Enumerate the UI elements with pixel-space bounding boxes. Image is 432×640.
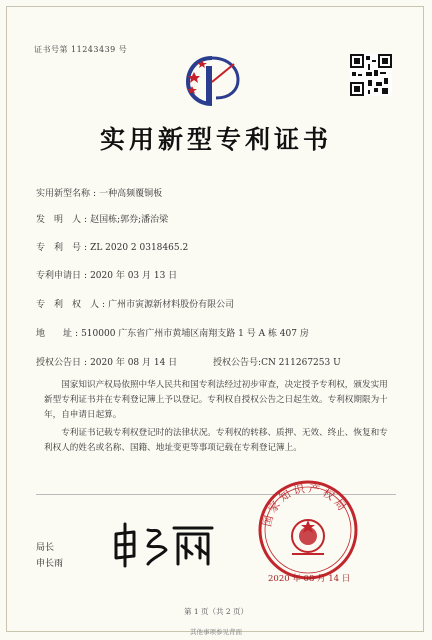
announcement-number-label: 授权公告号 <box>213 358 259 368</box>
patentee-value: 广州市寅源新材料股份有限公司 <box>108 300 235 310</box>
filing-date-row: 专利申请日 : 2020 年 03 月 13 日 <box>36 268 177 281</box>
page-indicator: 第 1 页（共 2 页） <box>183 607 249 616</box>
filing-date-value: 2020 年 03 月 13 日 <box>90 271 178 281</box>
grant-date-label: 授权公告日 <box>36 358 82 368</box>
filing-date-label: 专利申请日 <box>36 271 82 281</box>
certificate-title: 实用新型专利证书 <box>99 125 332 154</box>
cnipa-logo-icon <box>182 52 244 110</box>
inventor-label: 发 明 人 <box>36 215 82 225</box>
utility-name-row: 实用新型名称 : 一种高频覆铜板 <box>36 186 162 199</box>
footer-note: 其他事项参见背面 <box>190 628 242 636</box>
certificate-number: 证书号第 11243439 号 <box>34 45 128 54</box>
announcement-number-row: 授权公告号:CN 211267253 U <box>213 358 341 368</box>
official-seal-icon <box>256 478 360 582</box>
director-name: 申长雨 <box>36 559 64 569</box>
utility-name-label: 实用新型名称 <box>36 189 91 199</box>
patent-number-row: 专 利 号 : ZL 2020 2 0318465.2 <box>36 240 188 253</box>
patent-number-value: ZL 2020 2 0318465.2 <box>90 243 189 253</box>
inventor-value: 赵国栋;郭券;潘治梁 <box>90 215 169 225</box>
patentee-label: 专 利 权 人 <box>36 300 100 310</box>
address-value: 510000 广东省广州市黄埔区南翔支路 1 号 A 栋 407 房 <box>81 329 309 339</box>
grant-statement-paragraph: 国家知识产权局依照中华人民共和国专利法经过初步审查，决定授予专利权，颁发实用新型专利证书并在专利登记簿上予以登记。专利权自授权公告之日起生效。专利权期限为十年，自申请日起算。 <box>44 380 388 420</box>
inventor-row: 发 明 人 : 赵国栋;郭券;潘治梁 <box>36 212 168 225</box>
seal-date: 2020 年 08 月 14 日 <box>268 574 351 584</box>
seal-text: 国家知识产权局 <box>260 481 351 529</box>
patent-number-label: 专 利 号 <box>36 243 82 253</box>
director-title: 局长 <box>36 543 55 553</box>
address-label: 地 址 <box>36 329 73 339</box>
legal-status-paragraph: 专利证书记载专利权登记时的法律状况。专利权的转移、质押、无效、终止、恢复和专利权人的姓名或名称、国籍、地址变更等事项记载在专利登记簿上。 <box>44 428 388 453</box>
grant-date-value: 2020 年 08 月 14 日 <box>90 358 178 368</box>
announcement-number-value: CN 211267253 U <box>261 358 341 368</box>
director-signature-icon <box>108 520 218 568</box>
grant-date-row: 授权公告日 : 2020 年 08 月 14 日 <box>36 355 177 368</box>
qr-code-icon <box>350 54 392 96</box>
address-row: 地 址 : 510000 广东省广州市黄埔区南翔支路 1 号 A 栋 407 房 <box>36 326 309 339</box>
patentee-row: 专 利 权 人 : 广州市寅源新材料股份有限公司 <box>36 297 234 310</box>
utility-name-value: 一种高频覆铜板 <box>99 189 163 199</box>
